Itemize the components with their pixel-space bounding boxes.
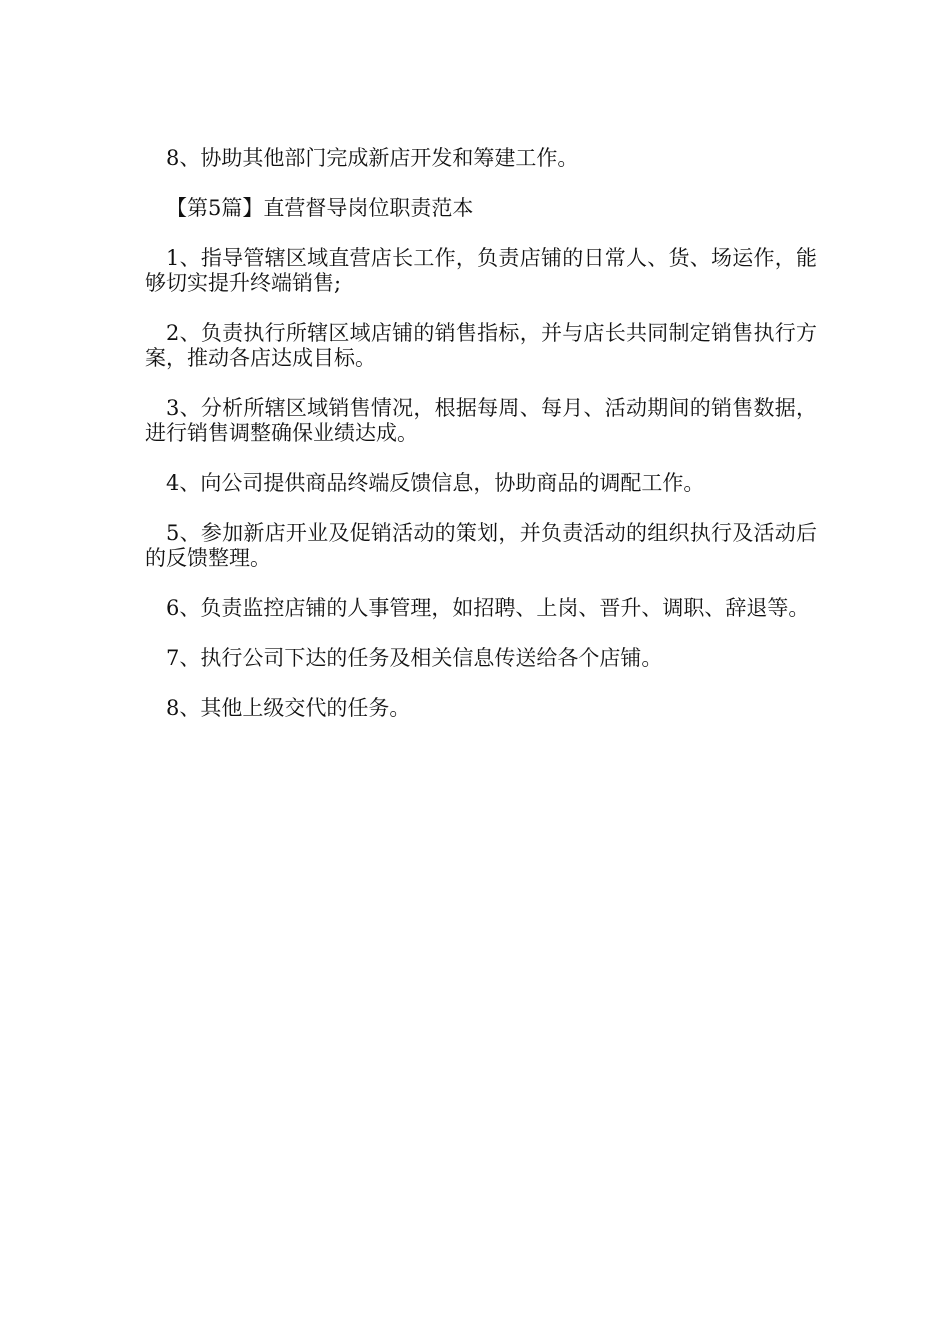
section-heading: 【第5篇】直营督导岗位职责范本	[166, 196, 474, 220]
duty-item-8: 8、其他上级交代的任务。	[166, 696, 411, 720]
document-body	[145, 146, 817, 746]
duty-item-3: 3、分析所辖区域销售情况，根据每周、每月、活动期间的销售数据，进行销售调整确保业绩达成。	[145, 396, 817, 445]
duty-item-4: 4、向公司提供商品终端反馈信息，协助商品的调配工作。	[166, 471, 705, 495]
duty-item-1: 1、指导管辖区域直营店长工作，负责店铺的日常人、货、场运作，能够切实提升终端销售;	[145, 246, 817, 295]
duty-item-2: 2、负责执行所辖区域店铺的销售指标，并与店长共同制定销售执行方案，推动各店达成目标。	[145, 321, 817, 370]
paragraph-item-8-prev: 8、协助其他部门完成新店开发和筹建工作。	[166, 146, 579, 170]
duty-item-5: 5、参加新店开业及促销活动的策划，并负责活动的组织执行及活动后的反馈整理。	[145, 521, 817, 570]
duty-item-7: 7、执行公司下达的任务及相关信息传送给各个店铺。	[166, 646, 663, 670]
duty-item-6: 6、负责监控店铺的人事管理，如招聘、上岗、晋升、调职、辞退等。	[166, 596, 810, 620]
